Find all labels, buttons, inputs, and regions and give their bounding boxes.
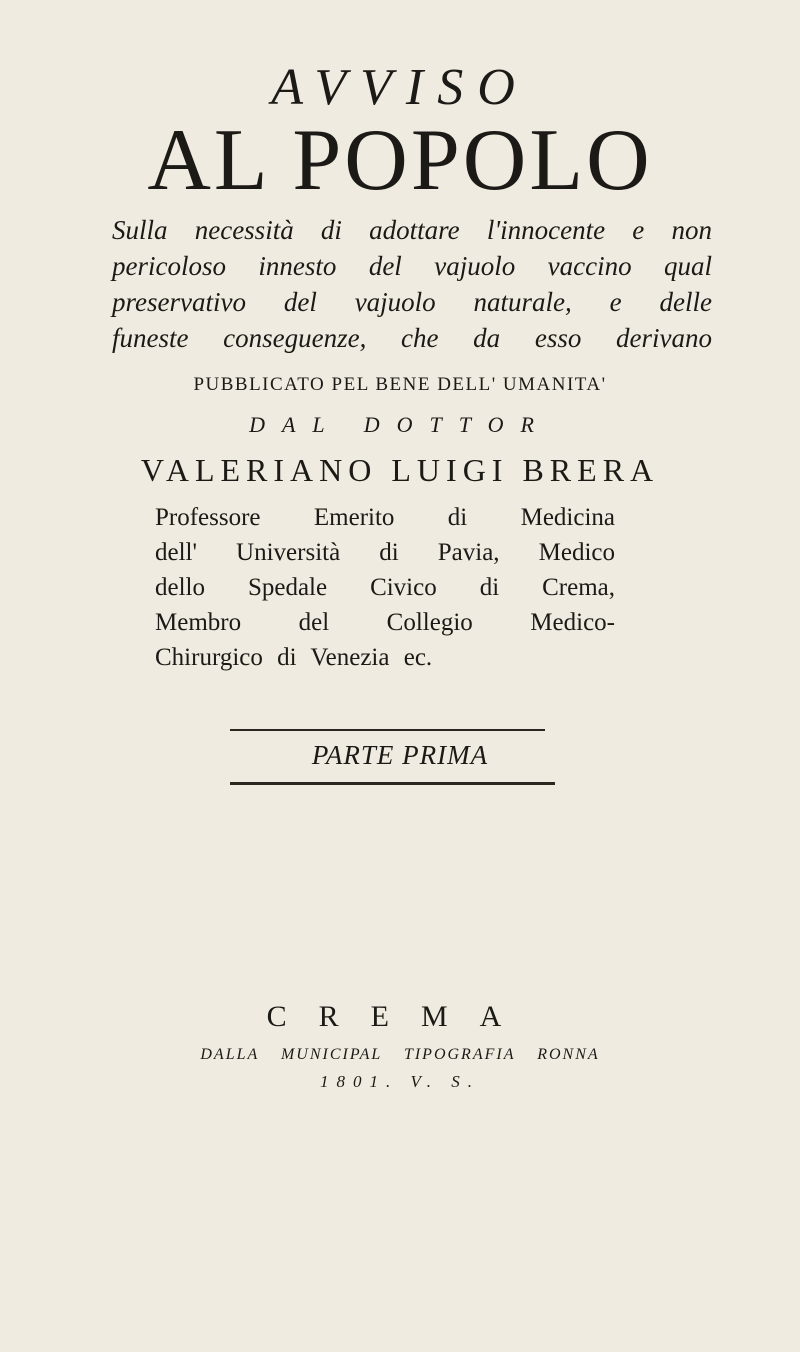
- subtitle-line: pericoloso innesto del vajuolo vaccino qual: [112, 251, 712, 281]
- author-title-line: dello Spedale Civico di Crema,: [155, 574, 615, 601]
- imprint-year: 1801. V. S.: [320, 1072, 480, 1091]
- dal-dottor-line: DAL DOTTOR: [249, 412, 551, 437]
- author-title-line: dell' Università di Pavia, Medico: [155, 539, 615, 566]
- avviso-heading: AVVISO: [271, 59, 529, 116]
- top-rule: [230, 729, 545, 731]
- subtitle-line: preservativo del vajuolo naturale, e delle: [112, 287, 712, 317]
- published-line: PUBBLICATO PEL BENE DELL' UMANITA': [193, 374, 607, 395]
- author-title-line: Chirurgico di Venezia ec.: [155, 644, 433, 671]
- author-name: VALERIANO LUIGI BRERA: [140, 452, 660, 488]
- imprint-city: CREMA: [266, 1000, 534, 1033]
- subtitle-line: Sulla necessità di adottare l'innocente e non: [112, 215, 712, 245]
- subtitle-line: funeste conseguenze, che da esso derivano: [112, 323, 712, 353]
- part-heading: PARTE PRIMA: [311, 740, 489, 770]
- author-title-line: Membro del Collegio Medico-: [155, 609, 615, 636]
- bottom-rule: [230, 782, 555, 785]
- main-title: AL POPOLO: [147, 112, 653, 209]
- author-titles: [155, 500, 615, 675]
- subtitle-block: [112, 212, 712, 356]
- author-title-line: Professore Emerito di Medicina: [155, 504, 615, 531]
- imprint-printer: DALLA MUNICIPAL TIPOGRAFIA RONNA: [200, 1046, 600, 1063]
